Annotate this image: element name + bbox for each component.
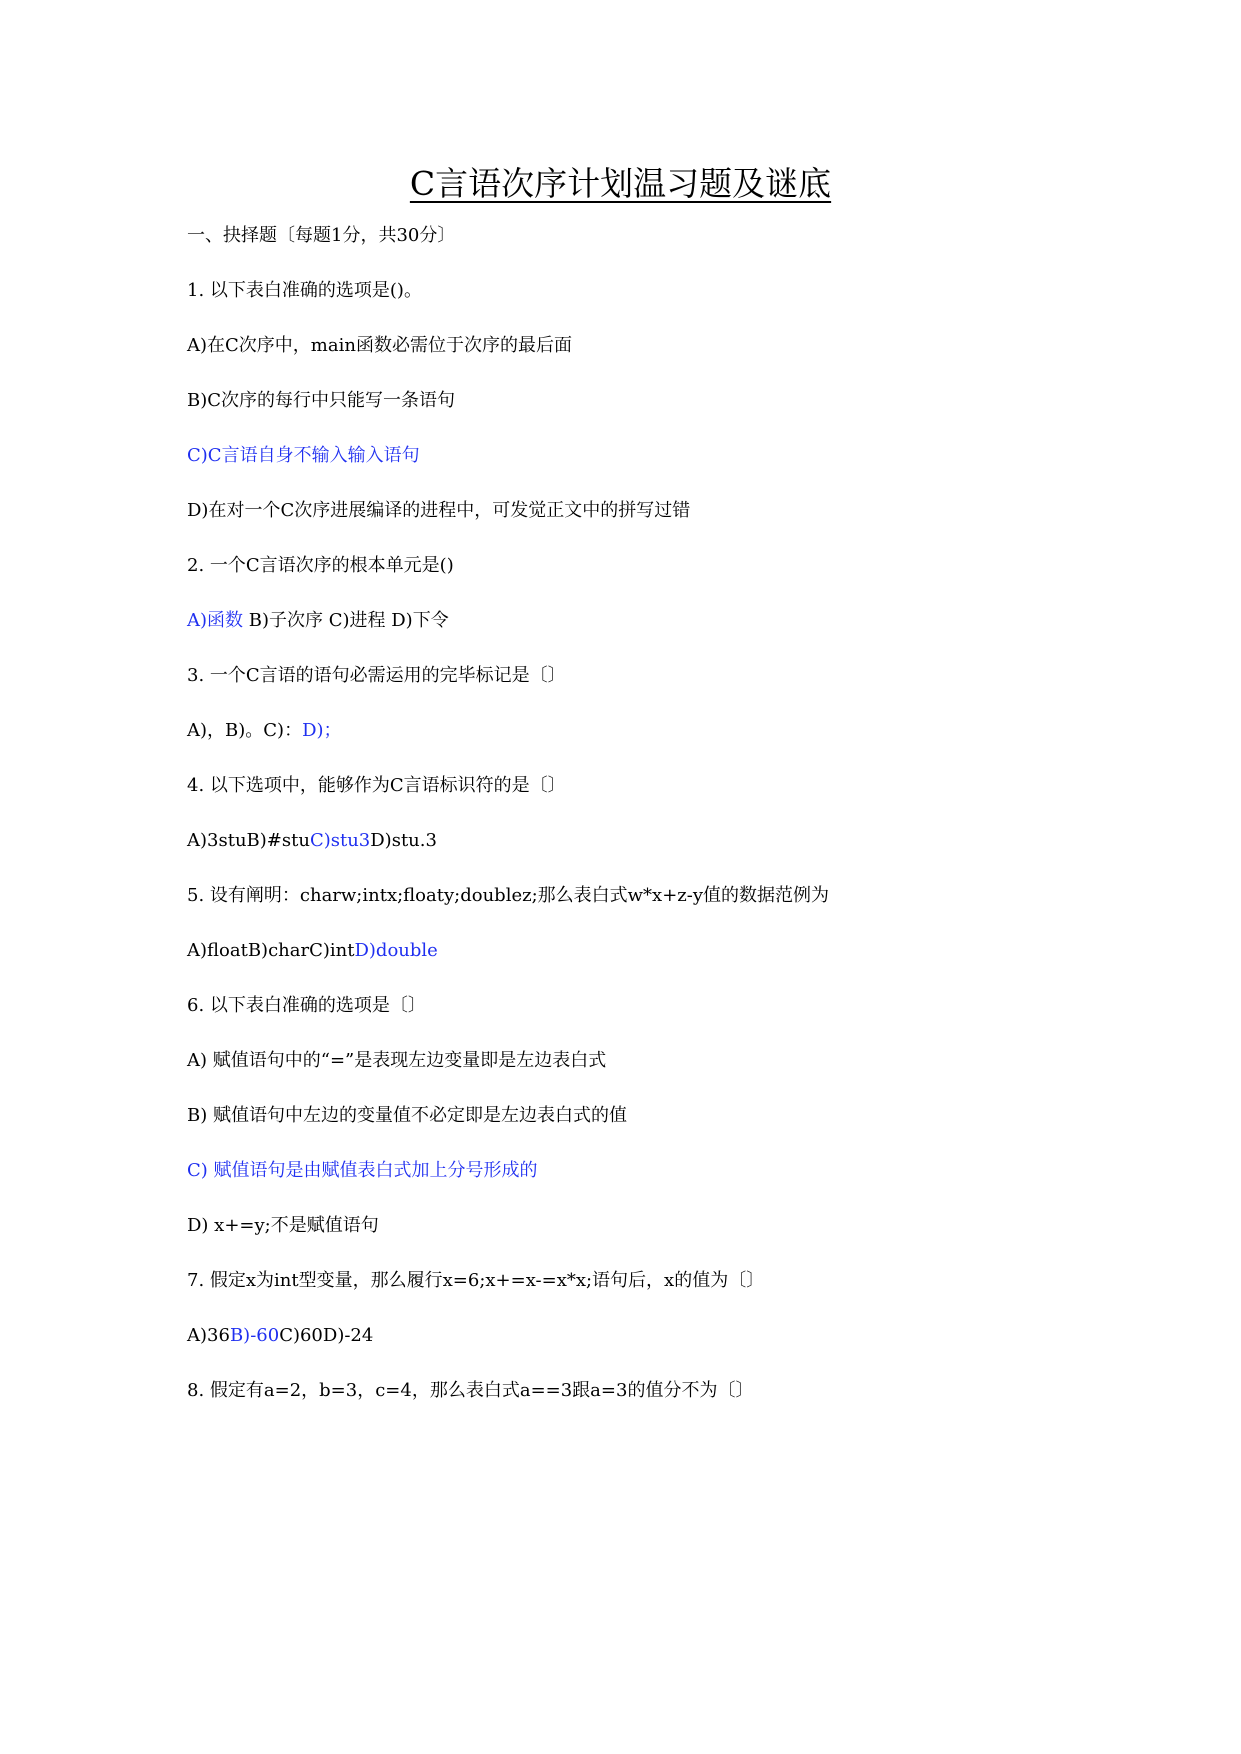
q2-answer: A)函数 bbox=[187, 610, 244, 631]
question-7: 7. 假定x为int型变量，那么履行x=6;x+=x-=x*x;语句后，x的值为〔〕 bbox=[187, 1270, 765, 1291]
q5-answer: D)double bbox=[354, 940, 438, 961]
q6-option-b: B) 赋值语句中左边的变量值不必定即是左边表白式的值 bbox=[187, 1105, 627, 1126]
q6-option-d: D) x+=y;不是赋值语句 bbox=[187, 1215, 379, 1236]
q4-options-before: A)3stuB)#stu bbox=[187, 830, 310, 851]
page-title bbox=[0, 160, 1241, 208]
q4-options bbox=[187, 827, 1187, 855]
q7-options bbox=[187, 1322, 1187, 1350]
q7-options-before: A)36 bbox=[187, 1325, 230, 1346]
q2-other-options: B)子次序 C)进程 D)下令 bbox=[243, 610, 449, 631]
q4-answer: C)stu3 bbox=[309, 830, 371, 851]
q5-options-before: A)floatB)charC)int bbox=[187, 940, 355, 961]
question-2: 2. 一个C言语次序的根本单元是() bbox=[187, 555, 454, 576]
q5-options bbox=[187, 937, 1187, 965]
q1-option-c-answer: C)C言语自身不输入输入语句 bbox=[187, 445, 420, 466]
question-8: 8. 假定有a=2，b=3，c=4，那么表白式a==3跟a=3的值分不为〔〕 bbox=[187, 1380, 754, 1401]
q1-option-d: D)在对一个C次序进展编译的进程中，可发觉正文中的拼写过错 bbox=[187, 500, 691, 521]
q1-option-b: B)C次序的每行中只能写一条语句 bbox=[187, 390, 456, 411]
q3-answer: D)； bbox=[302, 720, 342, 741]
q7-options-after: C)60D)-24 bbox=[279, 1325, 374, 1346]
q6-option-a: A) 赋值语句中的“=”是表现左边变量即是左边表白式 bbox=[187, 1050, 607, 1071]
question-3: 3. 一个C言语的语句必需运用的完毕标记是〔〕 bbox=[187, 665, 566, 686]
q2-options bbox=[187, 607, 1187, 635]
question-4: 4. 以下选项中，能够作为C言语标识符的是〔〕 bbox=[187, 775, 566, 796]
q6-option-c-answer: C) 赋值语句是由赋值表白式加上分号形成的 bbox=[187, 1160, 538, 1181]
page-title-text: C言语次序计划温习题及谜底 bbox=[409, 164, 832, 203]
q3-options bbox=[187, 717, 1187, 745]
q3-other-options: A)，B)。C)： bbox=[187, 720, 303, 741]
section-heading: 一、抉择题〔每题1分，共30分〕 bbox=[187, 225, 456, 246]
question-6: 6. 以下表白准确的选项是〔〕 bbox=[187, 995, 426, 1016]
q1-option-a: A)在C次序中，main函数必需位于次序的最后面 bbox=[187, 335, 572, 356]
q7-answer: B)-60 bbox=[229, 1325, 280, 1346]
question-5: 5. 设有阐明：charw;intx;floaty;doublez;那么表白式w*x+z-y值的数据范例为 bbox=[187, 885, 830, 906]
q4-options-after: D)stu.3 bbox=[370, 830, 437, 851]
question-1: 1. 以下表白准确的选项是()。 bbox=[187, 280, 422, 301]
